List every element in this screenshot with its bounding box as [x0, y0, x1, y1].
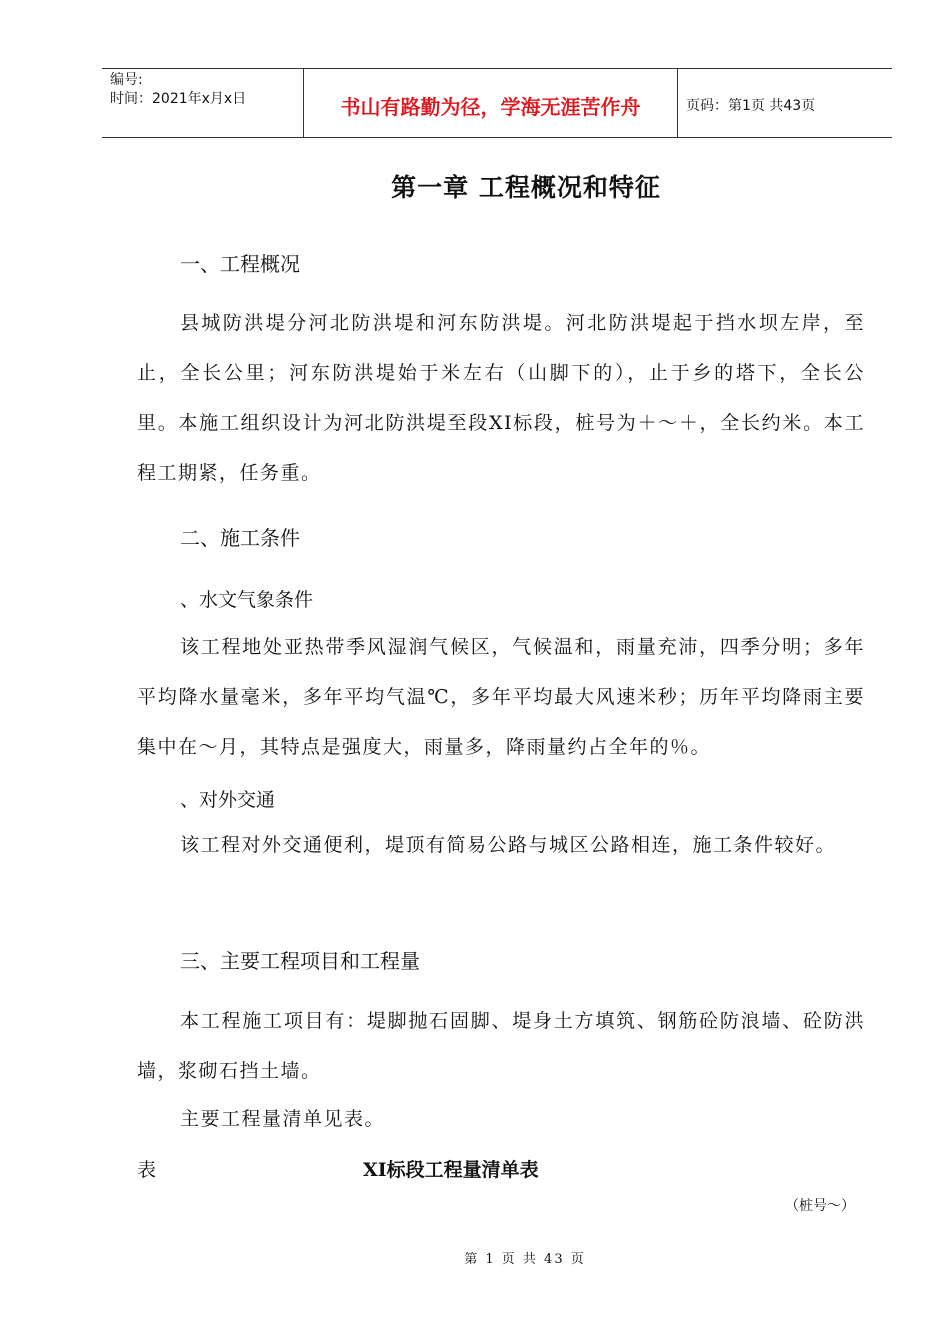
table-title: XI标段工程量清单表	[363, 1159, 539, 1181]
chapter-title: 第一章 工程概况和特征	[391, 173, 661, 202]
paragraph-overview: 县城防洪堤分河北防洪堤和河东防洪堤。河北防洪堤起于挡水坝左岸，至止，全长公里；河东防洪堤始于米左右（山脚下的），止于乡的塔下，全长公里。本施工组织设计为河北防洪堤至段XI标段，桩号为＋～＋，全长约米。本工程工期紧，任务重。	[137, 312, 865, 484]
stake-note: （桩号～）	[785, 1198, 855, 1214]
motto-text: 书山有路勤为径，学海无涯苦作舟	[340, 94, 641, 119]
subheading-hydrology: 、水文气象条件	[180, 589, 314, 611]
paragraph-transport: 该工程对外交通便利，堤顶有简易公路与城区公路相连，施工条件较好。	[180, 834, 837, 856]
table-label: 表	[137, 1159, 157, 1181]
section-heading-conditions: 二、施工条件	[180, 526, 300, 550]
page-indicator: 页码：第1页 共43页	[686, 98, 816, 114]
paragraph-hydrology: 该工程地处亚热带季风湿润气候区，气候温和，雨量充沛，四季分明；多年平均降水量毫米，多年平均气温℃，多年平均最大风速米秒；历年平均降雨主要集中在～月，其特点是强度大，雨量多，降雨量约占全年的％。	[137, 636, 865, 758]
section-heading-quantities: 三、主要工程项目和工程量	[180, 949, 420, 973]
paragraph-project-items: 本工程施工项目有：堤脚抛石固脚、堤身土方填筑、钢筋砼防浪墙、砼防洪墙，浆砌石挡土墙。	[137, 1010, 865, 1082]
paragraph-quantity-list: 主要工程量清单见表。	[180, 1108, 386, 1130]
header-meta-cell	[102, 69, 304, 137]
header-motto-cell	[304, 69, 678, 137]
subheading-transport: 、对外交通	[180, 789, 276, 811]
header-page-cell	[678, 69, 892, 137]
page-footer: 第 1 页 共 43 页	[464, 1252, 586, 1267]
document-number-label: 编号:	[110, 72, 143, 88]
header-table	[102, 68, 892, 138]
section-heading-overview: 一、工程概况	[180, 252, 300, 276]
document-date: 时间：2021年x月x日	[110, 91, 247, 107]
